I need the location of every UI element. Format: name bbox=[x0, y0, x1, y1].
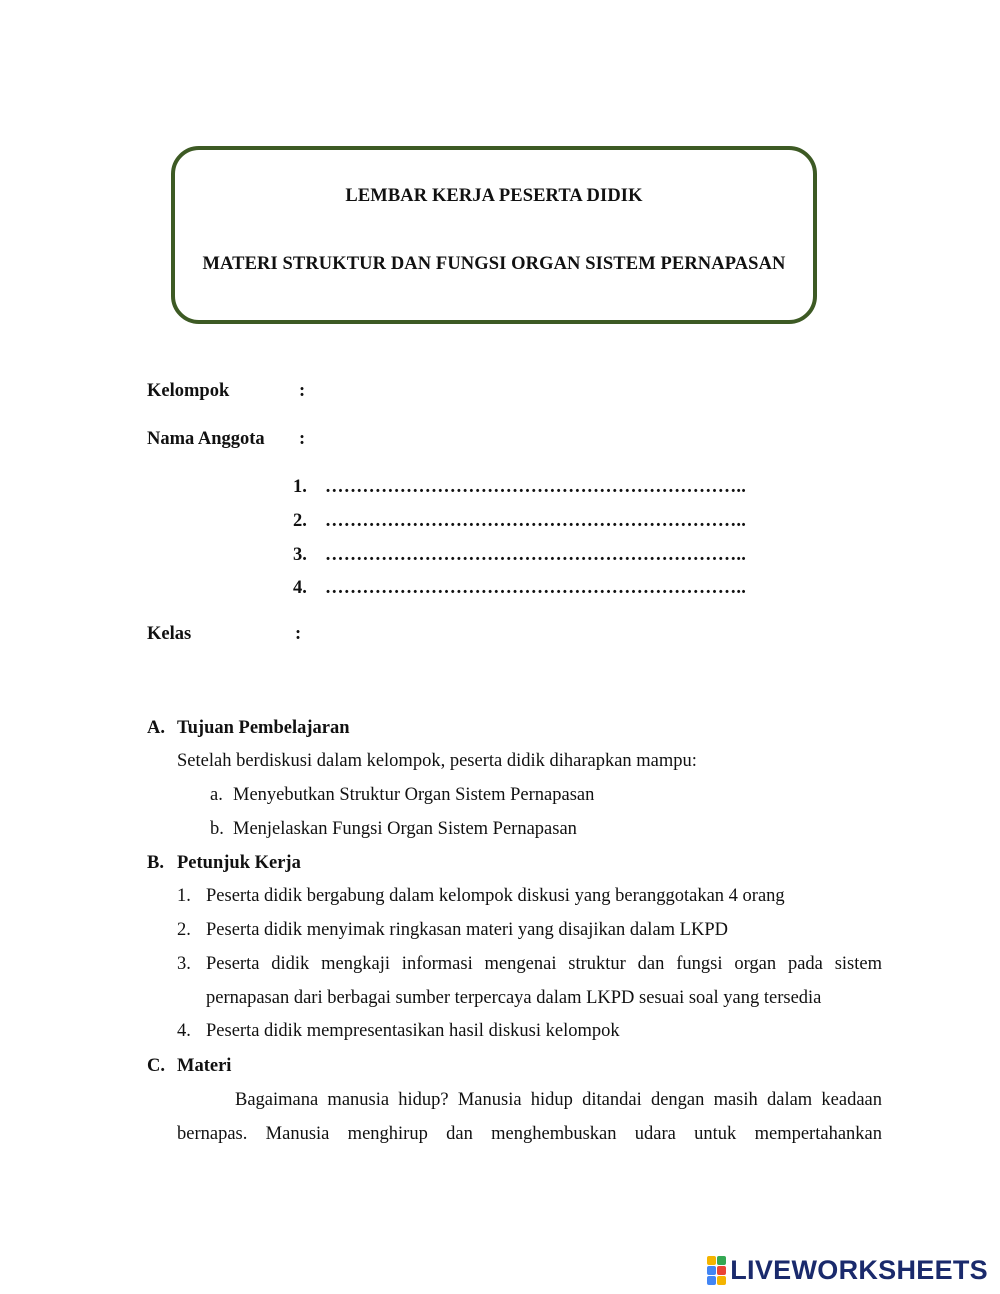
member-blank-line[interactable]: ………………………………………………………….. bbox=[325, 511, 747, 531]
list-marker: 2. bbox=[177, 920, 191, 940]
instruction-item: Peserta didik menyimak ringkasan materi yang disajikan dalam LKPD bbox=[206, 920, 728, 940]
kelas-label: Kelas bbox=[147, 624, 192, 644]
kelas-colon: : bbox=[295, 624, 302, 644]
liveworksheets-logo bbox=[707, 1254, 988, 1286]
list-marker: b. bbox=[210, 819, 224, 839]
liveworksheets-icon bbox=[707, 1256, 726, 1285]
list-marker: 3. bbox=[177, 954, 191, 974]
list-marker: 1. bbox=[177, 886, 191, 906]
materi-paragraph-line: Bagaimana manusia hidup? Manusia hidup ditandai dengan masih dalam keadaan bbox=[235, 1090, 882, 1110]
section-a-intro: Setelah berdiskusi dalam kelompok, peserta didik diharapkan mampu: bbox=[177, 751, 697, 771]
member-number: 2. bbox=[293, 511, 307, 531]
worksheet-title: LEMBAR KERJA PESERTA DIDIK bbox=[345, 186, 643, 206]
instruction-item: Peserta didik mempresentasikan hasil diskusi kelompok bbox=[206, 1021, 620, 1041]
kelompok-label: Kelompok bbox=[147, 381, 230, 401]
list-marker: 4. bbox=[177, 1021, 191, 1041]
member-blank-line[interactable]: ………………………………………………………….. bbox=[325, 477, 747, 497]
objective-item: Menjelaskan Fungsi Organ Sistem Pernapasan bbox=[233, 819, 577, 839]
section-b-heading: Petunjuk Kerja bbox=[177, 853, 301, 873]
materi-paragraph-line: bernapas. Manusia menghirup dan menghembuskan udara untuk mempertahankan bbox=[177, 1124, 882, 1144]
instruction-item-continued: pernapasan dari berbagai sumber terpercaya dalam LKPD sesuai soal yang tersedia bbox=[206, 988, 822, 1008]
section-a-letter: A. bbox=[147, 718, 165, 738]
member-blank-line[interactable]: ………………………………………………………….. bbox=[325, 578, 747, 598]
member-number: 1. bbox=[293, 477, 307, 497]
list-marker: a. bbox=[210, 785, 223, 805]
instruction-item: Peserta didik mengkaji informasi mengenai struktur dan fungsi organ pada sistem bbox=[206, 954, 882, 974]
member-number: 4. bbox=[293, 578, 307, 598]
liveworksheets-wordmark: LIVEWORKSHEETS bbox=[730, 1254, 988, 1285]
worksheet-subtitle: MATERI STRUKTUR DAN FUNGSI ORGAN SISTEM PERNAPASAN bbox=[202, 254, 786, 274]
instruction-item: Peserta didik bergabung dalam kelompok diskusi yang beranggotakan 4 orang bbox=[206, 886, 785, 906]
nama-anggota-colon: : bbox=[299, 429, 306, 449]
section-b-letter: B. bbox=[147, 853, 164, 873]
nama-anggota-label: Nama Anggota bbox=[147, 429, 265, 449]
title-box bbox=[171, 146, 817, 324]
objective-item: Menyebutkan Struktur Organ Sistem Pernapasan bbox=[233, 785, 595, 805]
section-c-heading: Materi bbox=[177, 1056, 232, 1076]
kelompok-colon: : bbox=[299, 381, 306, 401]
member-blank-line[interactable]: ………………………………………………………….. bbox=[325, 545, 747, 565]
member-number: 3. bbox=[293, 545, 307, 565]
section-a-heading: Tujuan Pembelajaran bbox=[177, 718, 350, 738]
section-c-letter: C. bbox=[147, 1056, 165, 1076]
